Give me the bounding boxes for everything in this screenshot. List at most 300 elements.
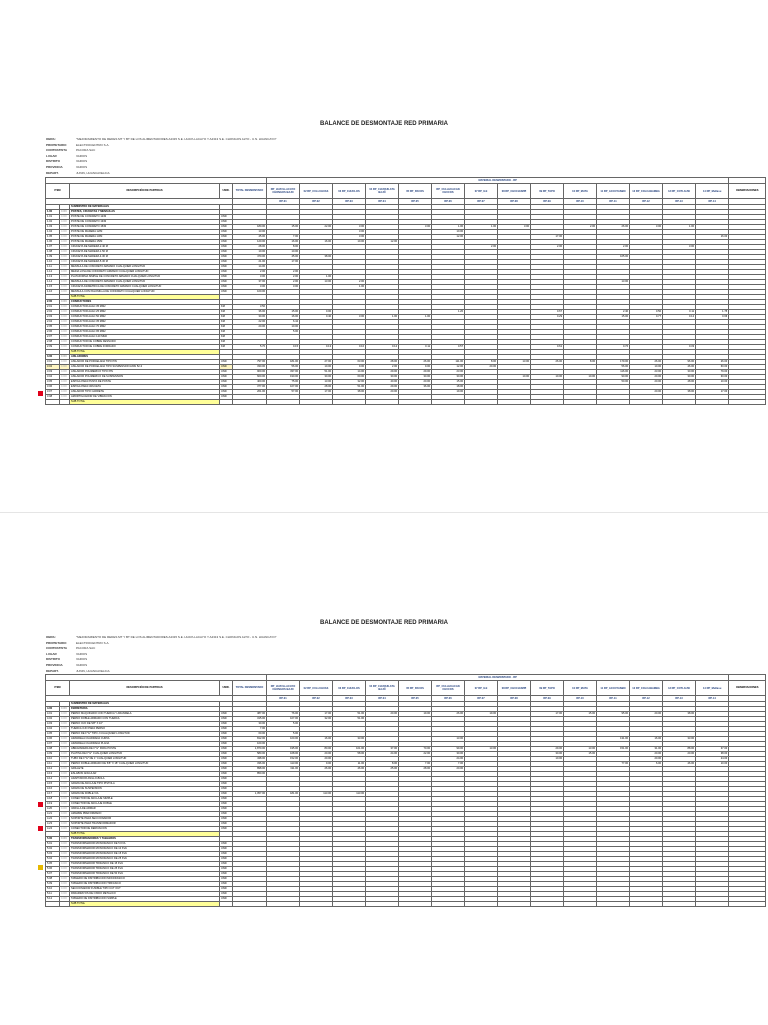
value-cell: 30.00 — [663, 375, 696, 380]
unit-cell: UND — [220, 762, 233, 767]
unit-cell — [220, 902, 233, 907]
info-value: ELECTROCENTRO S.A. — [76, 640, 110, 645]
unit-cell: UND — [220, 275, 233, 280]
value-cell — [630, 902, 663, 907]
code-cell: 1000 — [60, 737, 70, 742]
value-cell: 16.00 — [267, 240, 300, 245]
code-cell: 1000 — [60, 315, 70, 320]
code-cell: 1000 — [60, 837, 70, 842]
desc-cell: TRANSFORMADOR MONOFASICO DE 25 KVA — [70, 857, 220, 862]
rp-name-header: RP_CULLHUACAN CHUCOS — [432, 681, 465, 696]
unit-cell: UND — [220, 265, 233, 270]
value-cell: 20.00 — [399, 380, 432, 385]
item-cell: 4.23 — [46, 822, 60, 827]
value-cell: 111.00 — [432, 360, 465, 365]
value-cell: 70.00 — [399, 747, 432, 752]
item-cell: 3.04 — [46, 375, 60, 380]
info-value: JUNIN, HUANCAVELICA — [76, 170, 110, 175]
total-cell: 336.00 — [233, 762, 267, 767]
total-cell — [233, 902, 267, 907]
desc-cell: CRUCETA DE MADERA 5.30 M — [70, 260, 220, 265]
unit-cell: KM — [220, 345, 233, 350]
value-cell: 17.00 — [696, 390, 729, 395]
code-cell: 1000 — [60, 782, 70, 787]
header-row — [46, 184, 766, 199]
rp-name-header: 03 RP_CHUCLOS — [333, 184, 366, 199]
desc-cell: TRANSFORMADORES Y TABLEROS — [70, 837, 220, 842]
unit-cell: UND — [220, 270, 233, 275]
rp-code-header: RP-09 — [531, 696, 564, 702]
value-cell: 3.00 — [663, 245, 696, 250]
value-cell: 3.00 — [498, 225, 531, 230]
code-cell: 1000 — [60, 727, 70, 732]
rp-name-header: 12 RP_COLCABAMBA — [630, 681, 663, 696]
code-cell: 1000 — [60, 807, 70, 812]
document-title: BALANCE DE DESMONTAJE RED PRIMARIA — [320, 620, 448, 626]
project-info — [46, 635, 277, 674]
rp-code-header: RP-08 — [498, 696, 531, 702]
total-cell: 30.00 — [233, 315, 267, 320]
item-cell: 5.10 — [46, 887, 60, 892]
value-cell: 20.00 — [630, 390, 663, 395]
value-cell: 10.00 — [564, 375, 597, 380]
item-cell: 4.19 — [46, 802, 60, 807]
desc-cell: CRUCETA DE MADERA 2.40 M — [70, 245, 220, 250]
value-cell: 1.20 — [432, 310, 465, 315]
value-cell: 38.00 — [663, 390, 696, 395]
desc-cell: TRANSFORMADOR MONOFASICO DE 10 KVA — [70, 847, 220, 852]
value-cell: 24.00 — [696, 757, 729, 762]
value-cell: 12.00 — [366, 240, 399, 245]
item-cell: 5.08 — [46, 877, 60, 882]
value-cell: 51.00 — [333, 717, 366, 722]
code-cell: 1000 — [60, 712, 70, 717]
unit-cell: UND — [220, 862, 233, 867]
item-cell: 3.01 — [46, 360, 60, 365]
value-cell: 13.00 — [564, 747, 597, 752]
value-cell: 46.00 — [333, 767, 366, 772]
unit-cell: KM — [220, 330, 233, 335]
value-cell: 28.00 — [300, 385, 333, 390]
value-cell: 13.00 — [432, 737, 465, 742]
value-cell: 10.00 — [267, 325, 300, 330]
item-cell: 1.00 — [46, 210, 60, 215]
desc-cell: POSTE DE CONCRETO 12/M — [70, 215, 220, 220]
item-cell: 4.24 — [46, 827, 60, 832]
value-cell: 51.00 — [333, 385, 366, 390]
unit-cell: KM — [220, 320, 233, 325]
desc-cell: SUMINISTRO DE MATERIALES — [70, 702, 220, 707]
item-cell: 1.06 — [46, 240, 60, 245]
code-cell: 1000 — [60, 355, 70, 360]
value-cell: 22.00 — [399, 752, 432, 757]
value-cell: 152.00 — [267, 757, 300, 762]
total-cell: 377.00 — [233, 385, 267, 390]
value-cell: 46.00 — [663, 762, 696, 767]
value-cell: 20.00 — [366, 390, 399, 395]
unit-cell: UND — [220, 215, 233, 220]
rp-name-header: 02 RP_CULLUHUAS — [300, 184, 333, 199]
item-cell: 3.07 — [46, 390, 60, 395]
value-cell: 0.11 — [663, 310, 696, 315]
code-cell: 1000 — [60, 310, 70, 315]
value-cell — [366, 902, 399, 907]
item-cell: 1.01 — [46, 215, 60, 220]
item-cell: 1.15 — [46, 285, 60, 290]
value-cell: 5.00 — [267, 330, 300, 335]
unit-cell: UND — [220, 732, 233, 737]
value-cell: 36.00 — [399, 385, 432, 390]
desc-cell: TRANSFORMADOR TRIFASICO DE 50 KVA — [70, 872, 220, 877]
code-cell: 1000 — [60, 847, 70, 852]
desc-cell: GRAPA DE SUSPENSION — [70, 787, 220, 792]
desc-cell: POSTE DE MADERA 15/M — [70, 240, 220, 245]
rp-code-header: RP-14 — [696, 199, 729, 205]
item-cell: 3.06 — [46, 385, 60, 390]
code-cell — [60, 400, 70, 405]
rp-code-header: RP-12 — [630, 696, 663, 702]
unit-cell: UND — [220, 767, 233, 772]
desc-cell: CONDUCTOR AAAC 120 MM2 — [70, 335, 220, 340]
value-cell: 7.00 — [267, 235, 300, 240]
total-cell: 1,057.00 — [233, 792, 267, 797]
desc-cell: CONDUCTORES — [70, 300, 220, 305]
value-cell: 31.00 — [630, 747, 663, 752]
value-cell: 38.00 — [696, 752, 729, 757]
item-cell: 4.09 — [46, 752, 60, 757]
total-cell: 120.00 — [233, 240, 267, 245]
value-cell: 25.00 — [366, 767, 399, 772]
info-label: DEPART. — [46, 170, 59, 175]
col-obs-header: OBSERVACIONES — [729, 184, 766, 199]
item-cell: 2.08 — [46, 340, 60, 345]
value-cell: 20.00 — [465, 365, 498, 370]
unit-cell: UND — [220, 877, 233, 882]
unit-cell: UND — [220, 727, 233, 732]
desc-cell: AISLADOR POLIMERICO TIPO PIN — [70, 370, 220, 375]
rp-code-header: RP-01 — [267, 696, 300, 702]
desc-cell: TRANSFORMADOR TRIFASICO DE 25 KVA — [70, 867, 220, 872]
code-cell: 1000 — [60, 285, 70, 290]
info-value: PACORA SAC — [76, 646, 96, 651]
code-cell: 1000 — [60, 842, 70, 847]
value-cell: 58.00 — [333, 752, 366, 757]
total-cell: 28.00 — [233, 245, 267, 250]
value-cell — [432, 902, 465, 907]
item-cell: 3.00 — [46, 355, 60, 360]
desc-cell: PERNO DE F°G° TIPO J CUALQUIER LONGITUD — [70, 732, 220, 737]
value-cell: 131.00 — [597, 737, 630, 742]
value-cell: 1.75 — [696, 310, 729, 315]
value-cell: 0.12 — [663, 315, 696, 320]
value-cell — [696, 400, 729, 405]
value-cell: 90.00 — [597, 375, 630, 380]
total-cell: 261.00 — [233, 390, 267, 395]
unit-cell: UND — [220, 842, 233, 847]
item-cell: 4.18 — [46, 797, 60, 802]
value-cell: 13.00 — [597, 280, 630, 285]
rp-code-header: RP-07 — [465, 199, 498, 205]
value-cell: 38.00 — [333, 390, 366, 395]
desc-cell: TABLERO DE DISTRIBUCION MONOFASICO — [70, 877, 220, 882]
unit-cell: UND — [220, 390, 233, 395]
value-cell: 17.00 — [300, 390, 333, 395]
desc-cell: POSTES, CRUCETAS Y MENSULAS — [70, 210, 220, 215]
info-label: PROVINCIA — [46, 662, 63, 667]
value-cell: 17.00 — [531, 712, 564, 717]
value-cell: 1.00 — [300, 275, 333, 280]
value-cell: 27.00 — [300, 360, 333, 365]
desc-cell: SOPORTE PARA TRANSFORMADOR — [70, 822, 220, 827]
value-cell: 0.10 — [333, 345, 366, 350]
value-cell: 30.00 — [663, 370, 696, 375]
value-cell: 2.00 — [267, 270, 300, 275]
info-label: PROPIETARIO — [46, 142, 67, 147]
value-cell: 20.00 — [300, 752, 333, 757]
code-cell: 1000 — [60, 862, 70, 867]
value-cell: 19.00 — [465, 712, 498, 717]
rp-name-header: 05 RP_PACOS — [399, 184, 432, 199]
desc-cell: CRUCETA DE MADERA 1.50 M — [70, 250, 220, 255]
code-cell: 1000 — [60, 305, 70, 310]
total-cell: 100.00 — [233, 290, 267, 295]
value-cell: 26.00 — [432, 712, 465, 717]
value-cell: 26.00 — [630, 360, 663, 365]
page-1 — [0, 0, 768, 512]
rp-name-header: 07 RP_ILE — [465, 184, 498, 199]
value-cell: 60.00 — [696, 365, 729, 370]
value-cell: 13.00 — [300, 380, 333, 385]
code-cell: 1000 — [60, 802, 70, 807]
unit-cell: KM — [220, 310, 233, 315]
value-cell: 13.00 — [465, 747, 498, 752]
total-cell: 315.00 — [233, 717, 267, 722]
rp-name-header: 14 RP_Mullasu — [696, 184, 729, 199]
code-cell: 1000 — [60, 385, 70, 390]
rp-name-header: 04 RP_CHUQUILATA BAJO — [366, 184, 399, 199]
desc-cell: CONDUCTOR AAAC 70 MM2 — [70, 325, 220, 330]
total-cell: 1,870.00 — [233, 747, 267, 752]
value-cell: 181.00 — [267, 792, 300, 797]
item-cell: 2.05 — [46, 325, 60, 330]
item-cell: 2.04 — [46, 320, 60, 325]
value-cell: 45.00 — [267, 255, 300, 260]
code-cell: 1000 — [60, 822, 70, 827]
item-cell: 5.11 — [46, 892, 60, 897]
value-cell: 16.00 — [696, 235, 729, 240]
rp-code-header: RP-10 — [564, 199, 597, 205]
value-cell: 3.00 — [333, 315, 366, 320]
value-cell: 14.00 — [333, 370, 366, 375]
value-cell: 8.00 — [366, 762, 399, 767]
value-cell: 113.00 — [333, 792, 366, 797]
rp-name-header: RP_HUAYLLACAYO CHONGOS BAJO — [267, 184, 300, 199]
unit-cell: UND — [220, 370, 233, 375]
value-cell: 88.00 — [663, 747, 696, 752]
value-cell: 10.00 — [300, 365, 333, 370]
item-cell: 1.02 — [46, 220, 60, 225]
item-cell: 5.09 — [46, 882, 60, 887]
rp-name-header: 13 RP_COTLAUSI — [663, 184, 696, 199]
unit-cell — [220, 400, 233, 405]
item-cell: 5.05 — [46, 862, 60, 867]
rp-code-header: RP-14 — [696, 696, 729, 702]
desc-cell: AISLADOR POLIMERICO DE SUSPENSION — [70, 375, 220, 380]
code-cell: 1000 — [60, 325, 70, 330]
code-cell: 1000 — [60, 887, 70, 892]
rp-name-header: 12 RP_COLCABAMBA — [630, 184, 663, 199]
info-label: DEPART. — [46, 668, 59, 673]
item-cell: 3.05 — [46, 380, 60, 385]
value-cell: 151.00 — [597, 747, 630, 752]
item-cell: 5.02 — [46, 847, 60, 852]
total-cell: 797.00 — [233, 360, 267, 365]
code-cell: 1000 — [60, 857, 70, 862]
value-cell: 30.00 — [399, 375, 432, 380]
desc-cell: ARANDELA CUADRADA CURVA — [70, 737, 220, 742]
desc-cell: ESPIGA PARA CRUCETA — [70, 385, 220, 390]
value-cell: 3.00 — [333, 235, 366, 240]
code-cell: 1000 — [60, 867, 70, 872]
item-cell: 5.00 — [46, 837, 60, 842]
total-cell: 5.70 — [233, 345, 267, 350]
value-cell: 0.50 — [630, 310, 663, 315]
item-cell: 4.13 — [46, 772, 60, 777]
value-cell — [597, 400, 630, 405]
value-cell: 195.00 — [267, 747, 300, 752]
item-cell: 4.17 — [46, 792, 60, 797]
value-cell: 0.77 — [630, 315, 663, 320]
desc-cell: SUB TOTAL — [70, 350, 220, 355]
value-cell: 20.00 — [630, 712, 663, 717]
code-cell: 1000 — [60, 240, 70, 245]
rp-code-header: RP-11 — [597, 199, 630, 205]
code-cell: 1000 — [60, 270, 70, 275]
code-cell: 1000 — [60, 365, 70, 370]
red-marker — [38, 802, 43, 807]
code-cell: 1000 — [60, 230, 70, 235]
rp-name-header: RP_CULLHUACAN CHUCOS — [432, 184, 465, 199]
code-cell: 1000 — [60, 892, 70, 897]
code-cell: 1000 — [60, 210, 70, 215]
code-cell: 1000 — [60, 717, 70, 722]
total-cell: 14.00 — [233, 265, 267, 270]
code-cell: 1000 — [60, 762, 70, 767]
desc-cell: PERNO DOBLE ARMADO DE 5/8" X 18" CUALQUIER LONGITUD — [70, 762, 220, 767]
header-row — [46, 681, 766, 696]
value-cell: 63.00 — [333, 360, 366, 365]
unit-cell: UND — [220, 285, 233, 290]
value-cell: 37.00 — [366, 747, 399, 752]
unit-cell: UND — [220, 375, 233, 380]
value-cell: 15.00 — [267, 225, 300, 230]
rp-name-header: 02 RP_CULLUHUAS — [300, 681, 333, 696]
item-cell: 4.15 — [46, 782, 60, 787]
value-cell: 38.00 — [663, 712, 696, 717]
unit-cell: UND — [220, 245, 233, 250]
unit-cell: UND — [220, 897, 233, 902]
col-desc-header: DESCRIPCIÓN DE PARTIDAS — [70, 184, 220, 199]
code-cell: 1000 — [60, 797, 70, 802]
rp-code-header: RP-12 — [630, 199, 663, 205]
code-cell: 1000 — [60, 777, 70, 782]
value-cell: 20.00 — [366, 712, 399, 717]
unit-cell: UND — [220, 872, 233, 877]
balance-table — [45, 177, 766, 405]
value-cell: 33.00 — [663, 737, 696, 742]
unit-cell: UND — [220, 847, 233, 852]
value-cell: 168.00 — [267, 752, 300, 757]
value-cell: 2.00 — [333, 280, 366, 285]
value-cell: 0.66 — [696, 315, 729, 320]
info-value: PACORA SAC — [76, 148, 96, 153]
desc-cell: AISLADOR DE PORCELANA TIPO SUSPENSION ANSI 52-3 — [70, 365, 220, 370]
code-cell: 1000 — [60, 872, 70, 877]
value-cell: 10.00 — [498, 375, 531, 380]
desc-cell: CONECTOR DE ANCLAJE DOBLE — [70, 802, 220, 807]
item-cell: 1.03 — [46, 225, 60, 230]
total-cell: 330.00 — [233, 365, 267, 370]
value-cell: 29.00 — [366, 370, 399, 375]
desc-cell: CONDUCTOR AAAC 35 MM2 — [70, 305, 220, 310]
total-cell: 898.00 — [233, 767, 267, 772]
table-row — [46, 902, 766, 907]
item-cell: 5.01 — [46, 842, 60, 847]
table-row — [46, 400, 766, 405]
desc-cell: SUB TOTAL — [70, 295, 220, 300]
unit-cell: UND — [220, 737, 233, 742]
item-cell: 4.21 — [46, 812, 60, 817]
desc-cell: CONDUCTOR DE COBRE DESNUDO — [70, 340, 220, 345]
value-cell: 9.00 — [300, 762, 333, 767]
value-cell: 19.00 — [399, 712, 432, 717]
value-cell: 30.00 — [432, 375, 465, 380]
code-cell: 1000 — [60, 767, 70, 772]
value-cell: 96.00 — [663, 360, 696, 365]
value-cell — [465, 902, 498, 907]
value-cell — [663, 400, 696, 405]
value-cell: 113.00 — [267, 762, 300, 767]
value-cell: 11.00 — [333, 762, 366, 767]
value-cell — [333, 400, 366, 405]
unit-cell: UND — [220, 280, 233, 285]
code-cell: 1000 — [60, 345, 70, 350]
code-cell: 1000 — [60, 817, 70, 822]
value-cell — [663, 902, 696, 907]
info-label: DISTRITO — [46, 159, 60, 164]
rp-code-header: RP-05 — [399, 199, 432, 205]
info-label: LUGAR — [46, 651, 57, 656]
value-cell: 23.00 — [432, 370, 465, 375]
rp-code-header: RP-03 — [333, 696, 366, 702]
value-cell: 2.00 — [267, 275, 300, 280]
desc-cell: CONDUCTOR AAAC 50 MM2 — [70, 315, 220, 320]
unit-cell: UND — [220, 742, 233, 747]
desc-cell: SUMINISTRO DE MATERIALES — [70, 205, 220, 210]
value-cell: 9.00 — [333, 365, 366, 370]
total-cell: 13.00 — [233, 230, 267, 235]
value-cell: 337.00 — [267, 370, 300, 375]
value-cell: 16.00 — [630, 737, 663, 742]
value-cell: 165.00 — [597, 255, 630, 260]
value-cell: 10.00 — [630, 365, 663, 370]
desc-cell: GRILLETE — [70, 767, 220, 772]
value-cell: 20.00 — [630, 375, 663, 380]
value-cell: 32.00 — [333, 380, 366, 385]
value-cell: 20.00 — [630, 752, 663, 757]
info-value: "MEJORAMIENTO DE REDES MT Y BT DE LOS ALIMENTADORES A4315 S.E. HUAYLLACAYO Y A4313 S.E. CHONGOS ALTO - U.N. HUANCAYO" — [76, 137, 277, 141]
total-cell: 850.00 — [233, 772, 267, 777]
